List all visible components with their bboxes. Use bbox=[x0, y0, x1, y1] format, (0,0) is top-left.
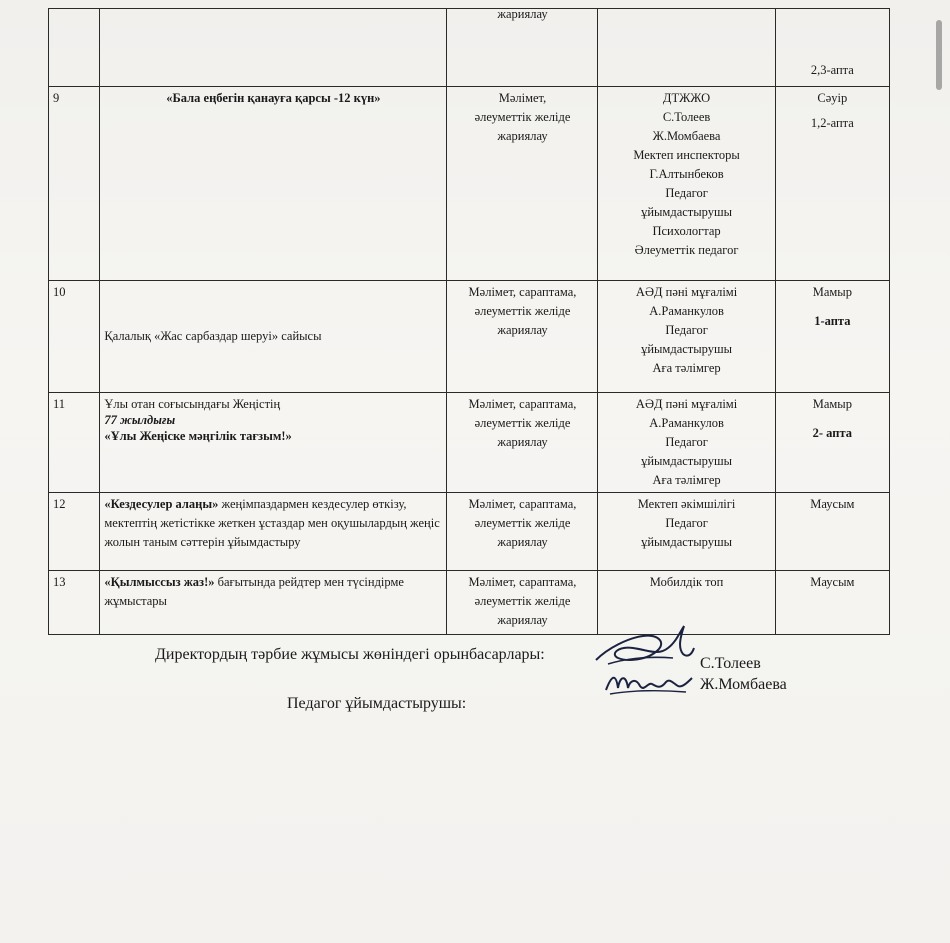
table-row bbox=[49, 9, 890, 87]
responsible-cell: Мобилдік топ bbox=[598, 571, 775, 635]
table-row bbox=[49, 493, 890, 571]
event-cell: «Кездесулер алаңы» жеңімпаздармен кездесулер өткізу, мектептің жетістікке жеткен ұстаздар мен оқушылардың жеңіс жолын таным сәттерін ұйымдастыру bbox=[100, 493, 447, 571]
event-plan-table bbox=[48, 8, 890, 635]
table-row bbox=[49, 393, 890, 493]
row-number: 12 bbox=[49, 493, 100, 571]
event-cell: Қалалық «Жас сарбаздар шеруі» сайысы bbox=[100, 281, 447, 393]
form-cell: Мәлімет, сараптама, әлеуметтік желіде жариялау bbox=[447, 493, 598, 571]
scan-edge-mark bbox=[936, 20, 942, 90]
row-number: 11 bbox=[49, 393, 100, 493]
form-cell: Мәлімет, сараптама, әлеуметтік желіде жариялау bbox=[447, 281, 598, 393]
organizer-label: Педагог ұйымдастырушы: bbox=[287, 695, 467, 712]
row-number: 9 bbox=[49, 87, 100, 281]
row-number: 10 bbox=[49, 281, 100, 393]
term-cell: Маусым bbox=[775, 493, 889, 571]
responsible-cell: ДТЖЖО С.Толеев Ж.Момбаева Мектеп инспекторы Г.Алтынбеков Педагог ұйымдастырушы Психологтар Әлеуметтік педагог bbox=[598, 87, 775, 281]
row-number bbox=[49, 9, 100, 87]
form-cell: жариялау bbox=[447, 9, 598, 87]
event-cell bbox=[100, 9, 447, 87]
table-row bbox=[49, 87, 890, 281]
deputy-name-toleev: С.Толеев bbox=[700, 655, 761, 672]
term-cell: Мамыр 2- апта bbox=[775, 393, 889, 493]
event-cell: «Бала еңбегін қанауға қарсы -12 күн» bbox=[100, 87, 447, 281]
event-cell: Ұлы отан соғысындағы Жеңістің 77 жылдығы «Ұлы Жеңіске мәңгілік тағзым!» bbox=[100, 393, 447, 493]
form-cell: Мәлімет, сараптама, әлеуметтік желіде жариялау bbox=[447, 571, 598, 635]
form-cell: Мәлімет, сараптама, әлеуметтік желіде жариялау bbox=[447, 393, 598, 493]
responsible-cell: АӘД пәні мұғалімі А.Раманкулов Педагог ұйымдастырушы Аға тәлімгер bbox=[598, 393, 775, 493]
deputy-name-mombaeva: Ж.Момбаева bbox=[700, 676, 787, 693]
responsible-cell: Мектеп әкімшілігі Педагог ұйымдастырушы bbox=[598, 493, 775, 571]
responsible-cell: АӘД пәні мұғалімі А.Раманкулов Педагог ұйымдастырушы Аға тәлімгер bbox=[598, 281, 775, 393]
event-cell: «Қылмыссыз жаз!» бағытында рейдтер мен түсіндірме жұмыстары bbox=[100, 571, 447, 635]
term-cell: Мамыр 1-апта bbox=[775, 281, 889, 393]
signature-mombaeva bbox=[602, 668, 694, 700]
form-cell: Мәлімет, әлеуметтік желіде жариялау bbox=[447, 87, 598, 281]
deputies-label: Директордың тәрбие жұмысы жөніндегі орынбасарлары: bbox=[155, 646, 545, 663]
responsible-cell bbox=[598, 9, 775, 87]
term-cell: 2,3-апта bbox=[775, 9, 889, 87]
table-row bbox=[49, 571, 890, 635]
row-number: 13 bbox=[49, 571, 100, 635]
term-cell: Маусым bbox=[775, 571, 889, 635]
table-row bbox=[49, 281, 890, 393]
term-cell: Сәуір 1,2-апта bbox=[775, 87, 889, 281]
